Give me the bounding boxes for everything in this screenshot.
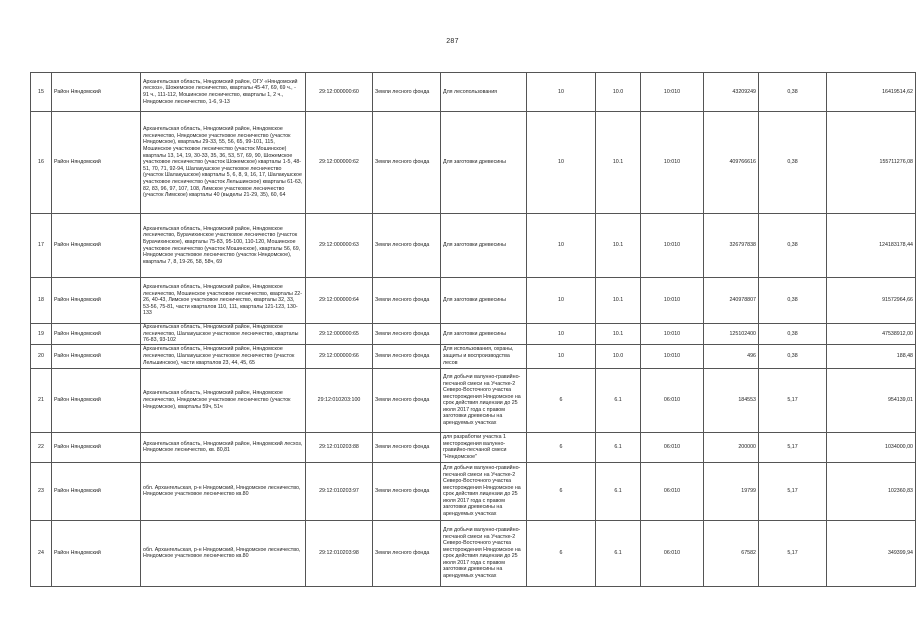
- permitted-use-cell: Для добычи валунно-гравийно-песчаной смеси на Участке-2 Северо-Восточного участка месторождения Няндомское на срок действия лицензии до 25 июля 2017 года с правом заготовки древесины на арендуемых участках: [441, 520, 527, 586]
- specific-value-cell: 0,38: [759, 324, 827, 345]
- cadastral-number-cell: 29:12:000000:66: [306, 344, 373, 368]
- cadastral-value-cell: 124183178,44: [827, 214, 916, 278]
- cadastral-value-cell: 155711276,08: [827, 112, 916, 214]
- use-group-cell: 6: [527, 432, 596, 462]
- use-code-cell: 10:010: [641, 278, 704, 324]
- land-category-cell: Земли лесного фонда: [373, 344, 441, 368]
- use-group-cell: 6: [527, 368, 596, 432]
- area-cell: 200000: [704, 432, 759, 462]
- permitted-use-cell: Для заготовки древесины: [441, 112, 527, 214]
- cadastral-number-cell: 29:12:010203:98: [306, 520, 373, 586]
- use-subgroup-cell: 6.1: [596, 520, 641, 586]
- cadastral-value-cell: 16419514,62: [827, 73, 916, 112]
- row-number-cell: 22: [31, 432, 52, 462]
- row-number-cell: 16: [31, 112, 52, 214]
- specific-value-cell: 0,38: [759, 214, 827, 278]
- area-cell: 326797838: [704, 214, 759, 278]
- cadastral-number-cell: 29:12:010203:100: [306, 368, 373, 432]
- table-row: [31, 278, 916, 324]
- cadastral-value-cell: 954139,01: [827, 368, 916, 432]
- district-cell: Район Няндомский: [52, 73, 141, 112]
- row-number-cell: 23: [31, 462, 52, 520]
- page-number: 287: [446, 38, 459, 45]
- table-row: [31, 432, 916, 462]
- cadastral-number-cell: 29:12:000000:63: [306, 214, 373, 278]
- cadastral-number-cell: 29:12:000000:60: [306, 73, 373, 112]
- cadastral-value-cell: 47538912,00: [827, 324, 916, 345]
- use-subgroup-cell: 10.0: [596, 344, 641, 368]
- permitted-use-cell: Для заготовки древесины: [441, 278, 527, 324]
- cadastral-value-cell: 91572964,66: [827, 278, 916, 324]
- use-subgroup-cell: 10.1: [596, 214, 641, 278]
- row-number-cell: 17: [31, 214, 52, 278]
- use-code-cell: 10:010: [641, 73, 704, 112]
- permitted-use-cell: Для заготовки древесины: [441, 324, 527, 345]
- table-row: [31, 73, 916, 112]
- use-group-cell: 6: [527, 462, 596, 520]
- area-cell: 67582: [704, 520, 759, 586]
- district-cell: Район Няндомский: [52, 324, 141, 345]
- specific-value-cell: 0,38: [759, 278, 827, 324]
- use-subgroup-cell: 6.1: [596, 462, 641, 520]
- table-row: [31, 324, 916, 345]
- permitted-use-cell: Для лесопользования: [441, 73, 527, 112]
- land-category-cell: Земли лесного фонда: [373, 520, 441, 586]
- use-code-cell: 10:010: [641, 344, 704, 368]
- area-cell: 125102400: [704, 324, 759, 345]
- area-cell: 496: [704, 344, 759, 368]
- location-cell: Архангельская область, Няндомский район, Няндомское лесничество, Шалакушское участковое лесничество, кварталы 76-83, 93-102: [141, 324, 306, 345]
- district-cell: Район Няндомский: [52, 368, 141, 432]
- use-group-cell: 10: [527, 73, 596, 112]
- use-code-cell: 06:010: [641, 432, 704, 462]
- cadastral-number-cell: 29:12:000000:65: [306, 324, 373, 345]
- use-code-cell: 06:010: [641, 368, 704, 432]
- land-category-cell: Земли лесного фонда: [373, 112, 441, 214]
- area-cell: 409766616: [704, 112, 759, 214]
- area-cell: 43209249: [704, 73, 759, 112]
- use-group-cell: 10: [527, 278, 596, 324]
- table-row: [31, 368, 916, 432]
- location-cell: обл. Архангельская, р-н Няндомский, Няндомское лесничество, Няндомское участковое лесничество кв.80: [141, 520, 306, 586]
- row-number-cell: 18: [31, 278, 52, 324]
- table-row: [31, 462, 916, 520]
- location-cell: Архангельская область, Няндомский район, Няндомское лесничество, Шалакушское участковое лесничество (участок Лельшинское), части кварталов 23, 44, 45, 65: [141, 344, 306, 368]
- permitted-use-cell: Для добычи валунно-гравийно-песчаной смеси на Участке-2 Северо-Восточного участка месторождения Няндомское на срок действия лицензии до 25 июля 2017 года с правом заготовки древесины на арендуемых участках: [441, 462, 527, 520]
- land-category-cell: Земли лесного фонда: [373, 73, 441, 112]
- land-category-cell: Земли лесного фонда: [373, 462, 441, 520]
- district-cell: Район Няндомский: [52, 432, 141, 462]
- use-code-cell: 06:010: [641, 520, 704, 586]
- use-code-cell: 10:010: [641, 324, 704, 345]
- location-cell: Архангельская область, Няндомский район, Няндомский лесхоз, Няндомское лесничество, кв. 80,81: [141, 432, 306, 462]
- use-group-cell: 10: [527, 344, 596, 368]
- use-group-cell: 10: [527, 214, 596, 278]
- specific-value-cell: 0,38: [759, 73, 827, 112]
- table-row: [31, 344, 916, 368]
- use-subgroup-cell: 10.1: [596, 278, 641, 324]
- cadastral-number-cell: 29:12:010203:97: [306, 462, 373, 520]
- permitted-use-cell: Для добычи валунно-гравийно-песчаной смеси на Участке-2 Северо-Восточного участка месторождения Няндомское на срок действия лицензии до 25 июля 2017 года с правом заготовки древесины на арендуемых участках: [441, 368, 527, 432]
- area-cell: 184553: [704, 368, 759, 432]
- use-subgroup-cell: 6.1: [596, 368, 641, 432]
- district-cell: Район Няндомский: [52, 278, 141, 324]
- district-cell: Район Няндомский: [52, 214, 141, 278]
- cadastral-value-cell: 349399,94: [827, 520, 916, 586]
- use-subgroup-cell: 10.1: [596, 324, 641, 345]
- location-cell: обл. Архангельская, р-н Няндомский, Няндомское лесничество, Няндомское участковое лесничество кв.80: [141, 462, 306, 520]
- use-subgroup-cell: 6.1: [596, 432, 641, 462]
- use-code-cell: 10:010: [641, 112, 704, 214]
- district-cell: Район Няндомский: [52, 462, 141, 520]
- land-category-cell: Земли лесного фонда: [373, 278, 441, 324]
- table-row: [31, 520, 916, 586]
- land-category-cell: Земли лесного фонда: [373, 432, 441, 462]
- area-cell: 19799: [704, 462, 759, 520]
- use-subgroup-cell: 10.0: [596, 73, 641, 112]
- specific-value-cell: 0,38: [759, 112, 827, 214]
- land-category-cell: Земли лесного фонда: [373, 214, 441, 278]
- use-group-cell: 10: [527, 324, 596, 345]
- use-code-cell: 10:010: [641, 214, 704, 278]
- cadastral-number-cell: 29:12:000000:64: [306, 278, 373, 324]
- location-cell: Архангельская область, Няндомский район, ОГУ «Няндомский лесхоз», Шожемское лесничество, кварталы 45-47, 69, 69 ч., - 91 ч., 111-112, Мошинское лесничество, кварталы 1, 2 ч., Няндомское лесничество, 1-6, 9-13: [141, 73, 306, 112]
- cadastral-value-table: [30, 72, 916, 587]
- specific-value-cell: 0,38: [759, 344, 827, 368]
- location-cell: Архангельская область, Няндомский район, Няндомское лесничество, Няндомское участковое лесничество (участок Няндомское), кварталы 29-33, 55, 56, 65, 99-101, 115, Мошинское участковое лесничество (участок Мошинское) кварталы 13, 14, 19, 30-33, 35, 36, 53, 57, 69, 90, Шожемское участковое лесничество (участок Шожемское) кварталы 1-5, 48-51, 70, 71, 92-94, Шалакушское участковое лесничество (участок Шалакушское) кварталы 5, 6, 8, 9, 16, 17, Шалакушское участковое лесничество (участок Лельшинское) кварталы 61-63, 82, 83, 96, 97, 107, 108, Лимское участковое лесничество (участок Лимское) кварталы 40 (выделы 21-29, 35), 60, 64: [141, 112, 306, 214]
- location-cell: Архангельская область, Няндомский район, Няндомское лесничество, Мошинское участковое лесничество, кварталы 22-26, 40-43, Лимское участковое лесничество, кварталы 32, 33, 53-56, 75-81, части кварталов 110, 111, кварталы 121-123, 130-133: [141, 278, 306, 324]
- permitted-use-cell: Для заготовки древесины: [441, 214, 527, 278]
- land-category-cell: Земли лесного фонда: [373, 324, 441, 345]
- table-body: [31, 73, 916, 587]
- use-group-cell: 10: [527, 112, 596, 214]
- use-subgroup-cell: 10.1: [596, 112, 641, 214]
- location-cell: Архангельская область, Няндомский район, Няндомское лесничество, Бурачихинское участковое лесничество (участок Бурачихинское), кварталы 75-83, 95-100, 110-120, Мошинское участковое лесничество (участок Мошинское), кварталы 56, 69, Няндомское участковое лесничество (участок Няндомское), кварталы 7, 8, 19-26, 58, 58ч, 69: [141, 214, 306, 278]
- location-cell: Архангельская область, Няндомский район, Няндомское лесничество, Няндомское участковое лесничество (участок Няндомское), кварталы 59ч, 51ч: [141, 368, 306, 432]
- specific-value-cell: 5,17: [759, 462, 827, 520]
- district-cell: Район Няндомский: [52, 520, 141, 586]
- row-number-cell: 19: [31, 324, 52, 345]
- table-row: [31, 112, 916, 214]
- district-cell: Район Няндомский: [52, 112, 141, 214]
- table-row: [31, 214, 916, 278]
- district-cell: Район Няндомский: [52, 344, 141, 368]
- cadastral-value-cell: 188,48: [827, 344, 916, 368]
- area-cell: 240978807: [704, 278, 759, 324]
- permitted-use-cell: Для использования, охраны, защиты и воспроизводства лесов: [441, 344, 527, 368]
- cadastral-value-cell: 102360,83: [827, 462, 916, 520]
- use-code-cell: 06:010: [641, 462, 704, 520]
- row-number-cell: 15: [31, 73, 52, 112]
- use-group-cell: 6: [527, 520, 596, 586]
- row-number-cell: 20: [31, 344, 52, 368]
- land-category-cell: Земли лесного фонда: [373, 368, 441, 432]
- cadastral-number-cell: 29:12:000000:62: [306, 112, 373, 214]
- specific-value-cell: 5,17: [759, 368, 827, 432]
- row-number-cell: 21: [31, 368, 52, 432]
- permitted-use-cell: для разработки участка 1 месторождения валунно-гравийно-песчаной смеси "Няндомское": [441, 432, 527, 462]
- cadastral-value-cell: 1034000,00: [827, 432, 916, 462]
- cadastral-number-cell: 29:12:010203:88: [306, 432, 373, 462]
- specific-value-cell: 5,17: [759, 432, 827, 462]
- row-number-cell: 24: [31, 520, 52, 586]
- specific-value-cell: 5,17: [759, 520, 827, 586]
